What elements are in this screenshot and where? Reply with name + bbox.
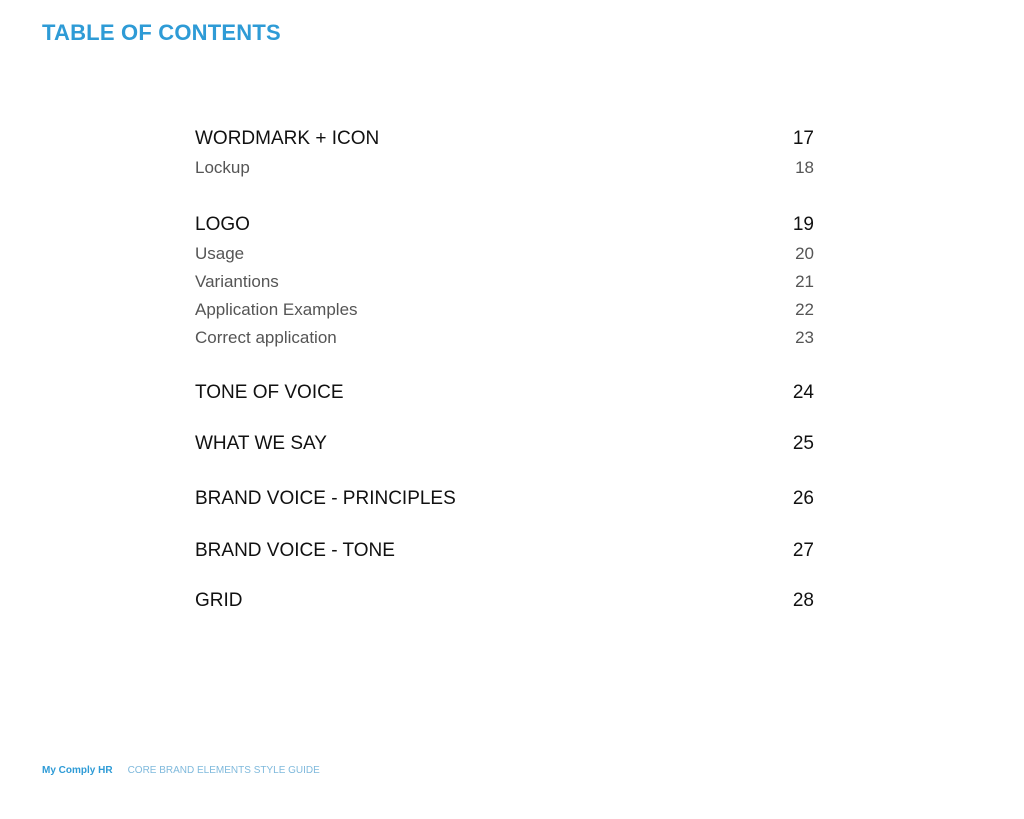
toc-heading-page: 19 bbox=[792, 214, 814, 235]
toc-subitem-row[interactable] bbox=[195, 328, 814, 356]
toc-subitem-label: Correct application bbox=[195, 328, 337, 347]
toc-subitem-page: 21 bbox=[795, 272, 814, 291]
toc-heading-title: LOGO bbox=[195, 214, 250, 235]
toc-heading-page: 25 bbox=[792, 433, 814, 454]
toc-subitem-page: 23 bbox=[795, 328, 814, 347]
footer-brand: My Comply HR bbox=[42, 765, 113, 776]
toc-subitem-row[interactable] bbox=[195, 272, 814, 300]
toc-subitem-label: Lockup bbox=[195, 158, 250, 177]
toc-heading-page: 24 bbox=[792, 382, 814, 403]
footer bbox=[42, 765, 320, 776]
toc-heading-page: 27 bbox=[792, 540, 814, 561]
toc-heading-title: WORDMARK + ICON bbox=[195, 128, 380, 149]
toc-heading-page: 28 bbox=[792, 590, 814, 611]
toc-heading-row[interactable] bbox=[195, 590, 814, 620]
toc-section-brand-voice-principles bbox=[195, 488, 814, 518]
page-title: TABLE OF CONTENTS bbox=[42, 20, 281, 45]
footer-guide-title: CORE BRAND ELEMENTS STYLE GUIDE bbox=[127, 765, 320, 776]
toc-subitem-label: Variantions bbox=[195, 272, 279, 291]
toc-subitem-page: 18 bbox=[795, 158, 814, 177]
toc-heading-row[interactable] bbox=[195, 433, 814, 463]
toc-heading-page: 17 bbox=[792, 128, 814, 149]
toc-subitem-row[interactable] bbox=[195, 244, 814, 272]
toc-heading-row[interactable] bbox=[195, 540, 814, 570]
toc-section-logo bbox=[195, 214, 814, 356]
toc-heading-row[interactable] bbox=[195, 488, 814, 518]
toc-heading-page: 26 bbox=[792, 488, 814, 509]
toc-subitem-page: 22 bbox=[795, 300, 814, 319]
toc-subitem-page: 20 bbox=[795, 244, 814, 263]
toc-section-tone-of-voice bbox=[195, 382, 814, 412]
toc-heading-title: WHAT WE SAY bbox=[195, 433, 327, 454]
toc-section-wordmark-icon bbox=[195, 128, 814, 186]
toc-subitem-label: Usage bbox=[195, 244, 245, 263]
toc-heading-row[interactable] bbox=[195, 128, 814, 158]
toc-heading-title: BRAND VOICE - PRINCIPLES bbox=[195, 488, 456, 509]
toc-subitem-label: Application Examples bbox=[195, 300, 358, 319]
toc-section-what-we-say bbox=[195, 433, 814, 463]
toc-heading-title: GRID bbox=[195, 590, 243, 611]
toc-subitem-row[interactable] bbox=[195, 158, 814, 186]
toc-heading-title: BRAND VOICE - TONE bbox=[195, 540, 395, 561]
toc-subitem-row[interactable] bbox=[195, 300, 814, 328]
toc-section-brand-voice-tone bbox=[195, 540, 814, 570]
toc-heading-row[interactable] bbox=[195, 214, 814, 244]
toc-heading-title: TONE OF VOICE bbox=[195, 382, 344, 403]
toc-heading-row[interactable] bbox=[195, 382, 814, 412]
toc-section-grid bbox=[195, 590, 814, 620]
